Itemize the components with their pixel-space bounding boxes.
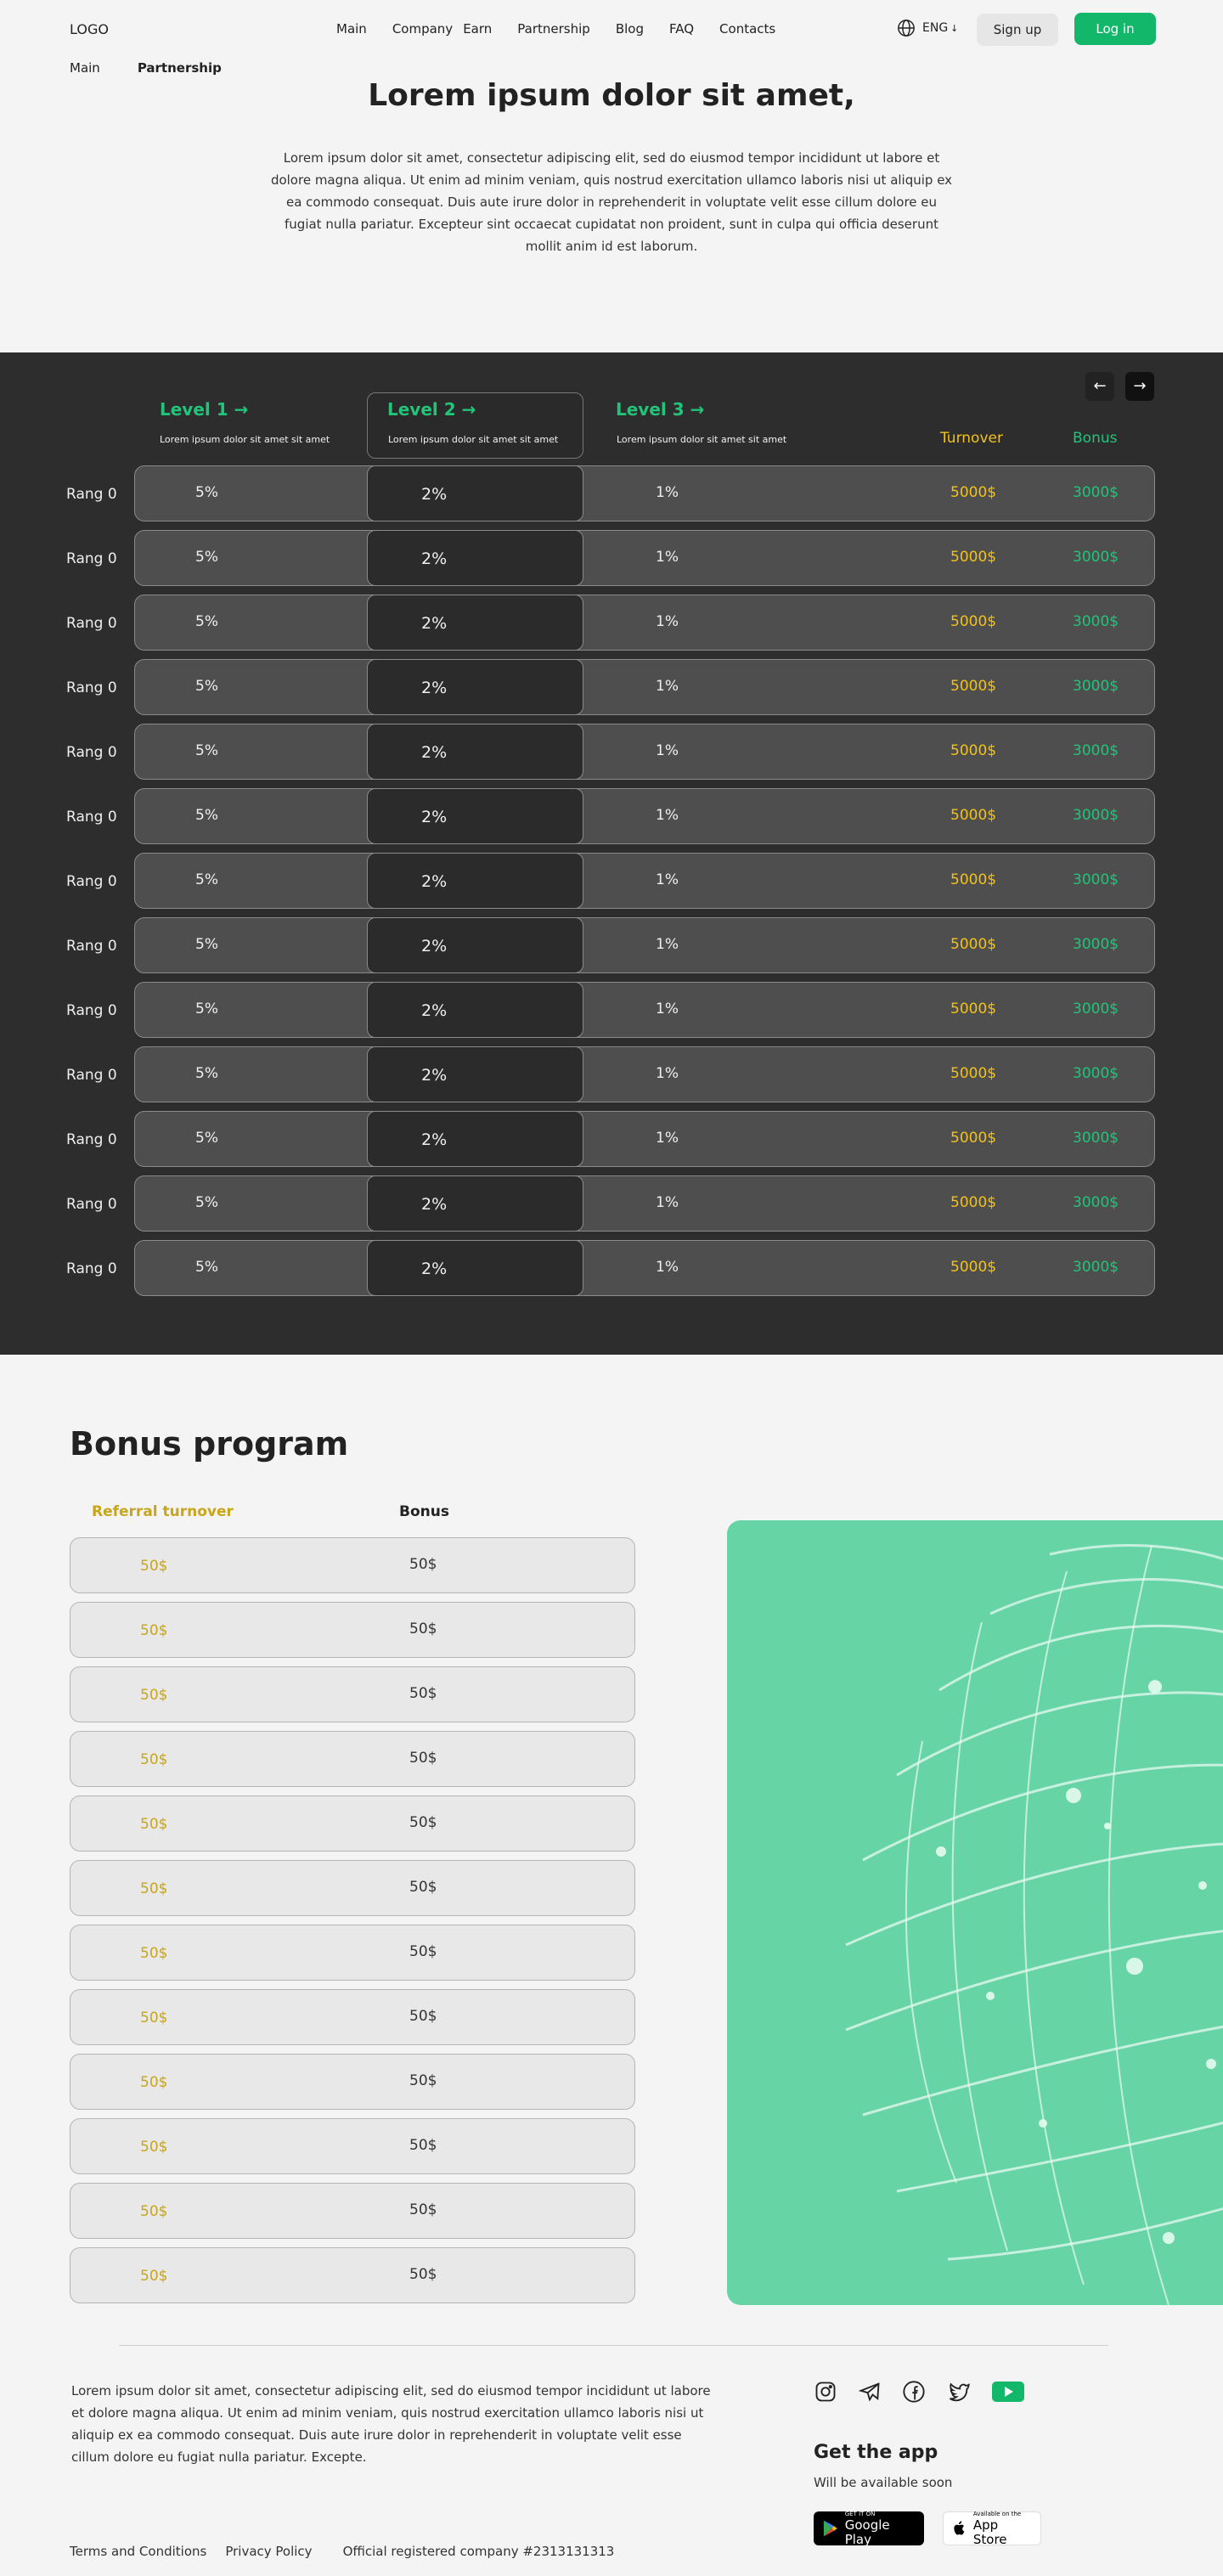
level1-value: 5% <box>195 1065 218 1082</box>
bonus-value: 3000$ <box>1073 1259 1119 1276</box>
table-row <box>134 1175 1155 1232</box>
hero-text: Lorem ipsum dolor sit amet, consectetur adipiscing elit, sed do eiusmod tempor incididunt ut labore et dolore magna aliqua. Ut enim ad minim veniam, quis nostrud exercitation ullamco laboris nisi ut aliquip ex ea commodo consequat. Duis aute irure dolor in reprehenderit in voluptate velit esse cillum dolore eu fugiat nulla pariatur. Excepteur sint occaecat cupidatat non proident, sunt in culpa qui officia deserunt mollit anim id est laborum. <box>270 150 953 254</box>
level1-value: 5% <box>195 936 218 953</box>
main-nav <box>336 21 801 37</box>
bonus-value: 3000$ <box>1073 1194 1119 1211</box>
rang-label: Rang 0 <box>66 873 117 890</box>
next-arrow-button[interactable]: → <box>1125 372 1154 401</box>
breadcrumb-main[interactable]: Main <box>70 60 100 76</box>
app-store-small: Available on the <box>972 2510 1022 2517</box>
twitter-icon[interactable] <box>946 2380 972 2404</box>
breadcrumb-current: Partnership <box>137 60 222 76</box>
bonus-program-value: 50$ <box>409 2201 437 2218</box>
nav-contacts[interactable]: Contacts <box>719 21 776 37</box>
level1-value: 5% <box>195 678 218 695</box>
level3-value: 1% <box>656 1001 679 1017</box>
level3-value: 1% <box>656 871 679 888</box>
login-button[interactable]: Log in <box>1074 13 1156 45</box>
referral-turnover-value: 50$ <box>140 1945 168 1962</box>
rang-label: Rang 0 <box>66 679 117 696</box>
level2-value: 2% <box>421 485 448 504</box>
bonus-value: 3000$ <box>1073 1001 1119 1017</box>
level2-value: 2% <box>421 1260 448 1278</box>
referral-turnover-value: 50$ <box>140 2010 168 2026</box>
registered-company: Official registered company #2313131313 <box>342 2544 615 2559</box>
footer-links <box>70 2544 633 2559</box>
prev-arrow-button[interactable]: ← <box>1085 372 1114 401</box>
turnover-value: 5000$ <box>950 807 997 824</box>
rang-label: Rang 0 <box>66 938 117 955</box>
globe-icon <box>897 19 916 37</box>
level3-value: 1% <box>656 1194 679 1211</box>
table-row <box>134 465 1155 521</box>
level1-value: 5% <box>195 1130 218 1147</box>
level2-value: 2% <box>421 872 448 891</box>
level2-value: 2% <box>421 614 448 633</box>
referral-turnover-value: 50$ <box>140 2074 168 2091</box>
table-row-level2-cell <box>367 530 583 586</box>
bonus-program-value: 50$ <box>409 1943 437 1960</box>
referral-turnover-value: 50$ <box>140 1687 168 1704</box>
nav-main[interactable]: Main <box>336 21 367 37</box>
table-row-level2-cell <box>367 982 583 1038</box>
level3-value: 1% <box>656 1259 679 1276</box>
rang-label: Rang 0 <box>66 1067 117 1084</box>
chevron-down-icon: ↓ <box>950 22 959 34</box>
bonus-value: 3000$ <box>1073 484 1119 501</box>
turnover-value: 5000$ <box>950 1130 997 1147</box>
turnover-value: 5000$ <box>950 484 997 501</box>
level2-value: 2% <box>421 550 448 568</box>
table-row <box>134 724 1155 780</box>
rang-label: Rang 0 <box>66 1260 117 1277</box>
social-links <box>814 2380 1045 2404</box>
referral-turnover-value: 50$ <box>140 1558 168 1575</box>
turnover-value: 5000$ <box>950 678 997 695</box>
table-row <box>134 595 1155 651</box>
bonus-value: 3000$ <box>1073 1065 1119 1082</box>
level1-value: 5% <box>195 1194 218 1211</box>
referral-turnover-value: 50$ <box>140 2203 168 2220</box>
rang-label: Rang 0 <box>66 615 117 632</box>
turnover-value: 5000$ <box>950 936 997 953</box>
table-row-level2-cell <box>367 465 583 521</box>
table-row <box>134 853 1155 909</box>
table-row-level2-cell <box>367 1175 583 1232</box>
instagram-icon[interactable] <box>814 2380 837 2404</box>
level3-value: 1% <box>656 484 679 501</box>
bonus-program-value: 50$ <box>409 1621 437 1637</box>
rang-label: Rang 0 <box>66 486 117 503</box>
bonus-value: 3000$ <box>1073 678 1119 695</box>
level-1-desc: Lorem ipsum dolor sit amet sit amet <box>160 434 330 445</box>
table-row <box>134 788 1155 844</box>
google-play-small: GET IT ON <box>844 2510 876 2517</box>
referral-turnover-value: 50$ <box>140 1751 168 1768</box>
table-row <box>134 917 1155 973</box>
turnover-value: 5000$ <box>950 742 997 759</box>
google-play-icon <box>822 2519 838 2538</box>
nav-faq[interactable]: FAQ <box>668 21 695 37</box>
get-app-title: Get the app <box>814 2442 938 2463</box>
table-row <box>134 1111 1155 1167</box>
privacy-link[interactable]: Privacy Policy <box>225 2544 313 2559</box>
bonus-value: 3000$ <box>1073 1130 1119 1147</box>
facebook-icon[interactable] <box>902 2380 926 2404</box>
app-store-big: App Store <box>972 2517 1007 2547</box>
level-2-desc: Lorem ipsum dolor sit amet sit amet <box>388 434 559 445</box>
level-1-tab[interactable]: Level 1 → <box>160 399 249 420</box>
level2-value: 2% <box>421 679 448 697</box>
level2-value: 2% <box>421 743 448 762</box>
language-selector[interactable] <box>897 19 958 37</box>
globe-illustration <box>727 1520 1223 2305</box>
app-store-button[interactable] <box>943 2511 1041 2545</box>
telegram-icon[interactable] <box>858 2380 882 2404</box>
language-label: ENG <box>922 21 949 35</box>
level2-value: 2% <box>421 808 448 826</box>
nav-blog[interactable]: Blog <box>615 21 644 37</box>
terms-link[interactable]: Terms and Conditions <box>70 2544 207 2559</box>
google-play-big: Google Play <box>844 2517 890 2547</box>
bonus-program-value: 50$ <box>409 1879 437 1896</box>
level-2-tab[interactable]: Level 2 → <box>387 399 476 420</box>
nav-company[interactable]: Company <box>392 21 454 37</box>
bonus-value: 3000$ <box>1073 742 1119 759</box>
table-row-level2-cell <box>367 659 583 715</box>
bonus-program-value: 50$ <box>409 2072 437 2089</box>
logo[interactable]: LOGO <box>70 21 109 37</box>
bonus-program-value: 50$ <box>409 1556 437 1573</box>
level3-value: 1% <box>656 1130 679 1147</box>
table-row <box>134 659 1155 715</box>
level3-value: 1% <box>656 807 679 824</box>
table-row <box>134 1046 1155 1102</box>
youtube-icon[interactable] <box>992 2380 1024 2404</box>
nav-earn[interactable]: Earn <box>463 21 493 37</box>
table-row-level2-cell <box>367 724 583 780</box>
bonus-program-value: 50$ <box>409 1685 437 1702</box>
referral-turnover-value: 50$ <box>140 1622 168 1639</box>
bonus-header: Bonus <box>1073 430 1118 447</box>
level1-value: 5% <box>195 1001 218 1017</box>
bonus-program-value: 50$ <box>409 2137 437 2154</box>
turnover-value: 5000$ <box>950 613 997 630</box>
globe-lines-graphic <box>727 1520 1223 2305</box>
referral-turnover-header: Referral turnover <box>92 1503 234 1520</box>
table-row-level2-cell <box>367 1240 583 1296</box>
rang-label: Rang 0 <box>66 1131 117 1148</box>
bonus-column-header: Bonus <box>399 1503 449 1520</box>
bonus-program-value: 50$ <box>409 2008 437 2025</box>
table-row-level2-cell <box>367 595 583 651</box>
referral-turnover-value: 50$ <box>140 2268 168 2285</box>
breadcrumb <box>70 60 259 76</box>
table-row-level2-cell <box>367 788 583 844</box>
level2-value: 2% <box>421 1066 448 1085</box>
bonus-value: 3000$ <box>1073 936 1119 953</box>
turnover-value: 5000$ <box>950 1194 997 1211</box>
bonus-value: 3000$ <box>1073 871 1119 888</box>
level3-value: 1% <box>656 678 679 695</box>
level-3-desc: Lorem ipsum dolor sit amet sit amet <box>617 434 787 445</box>
bonus-program-value: 50$ <box>409 1750 437 1767</box>
nav-partnership[interactable]: Partnership <box>517 21 590 37</box>
bonus-value: 3000$ <box>1073 549 1119 566</box>
table-row-level2-cell <box>367 917 583 973</box>
level1-value: 5% <box>195 1259 218 1276</box>
level1-value: 5% <box>195 742 218 759</box>
level3-value: 1% <box>656 613 679 630</box>
level2-value: 2% <box>421 1130 448 1149</box>
table-row-level2-cell <box>367 1046 583 1102</box>
rang-label: Rang 0 <box>66 1196 117 1213</box>
level3-value: 1% <box>656 936 679 953</box>
table-row <box>134 530 1155 586</box>
page-title: Lorem ipsum dolor sit amet, <box>368 78 855 113</box>
bonus-value: 3000$ <box>1073 807 1119 824</box>
turnover-value: 5000$ <box>950 1259 997 1276</box>
rang-label: Rang 0 <box>66 550 117 567</box>
turnover-header: Turnover <box>940 430 1003 447</box>
level1-value: 5% <box>195 613 218 630</box>
level2-value: 2% <box>421 937 448 955</box>
level-3-tab[interactable]: Level 3 → <box>616 399 705 420</box>
level3-value: 1% <box>656 549 679 566</box>
table-row <box>134 1240 1155 1296</box>
table-row-level2-cell <box>367 1111 583 1167</box>
referral-turnover-value: 50$ <box>140 1816 168 1833</box>
level2-value: 2% <box>421 1195 448 1214</box>
level3-value: 1% <box>656 1065 679 1082</box>
level3-value: 1% <box>656 742 679 759</box>
level1-value: 5% <box>195 484 218 501</box>
bonus-program-title: Bonus program <box>70 1425 349 1463</box>
turnover-value: 5000$ <box>950 1001 997 1017</box>
bonus-value: 3000$ <box>1073 613 1119 630</box>
rang-label: Rang 0 <box>66 744 117 761</box>
signup-button[interactable]: Sign up <box>977 14 1058 46</box>
get-app-subtitle: Will be available soon <box>814 2475 953 2490</box>
referral-turnover-value: 50$ <box>140 1880 168 1897</box>
header <box>0 0 1223 59</box>
footer-text: Lorem ipsum dolor sit amet, consectetur adipiscing elit, sed do eiusmod tempor incididunt ut labore et dolore magna aliqua. Ut enim ad minim veniam, quis nostrud exercitation ullamco laboris nisi ut aliquip ex ea commodo consequat. Duis aute irure dolor in reprehenderit in voluptate velit esse cillum dolore eu fugiat nulla pariatur. Excepte. <box>71 2383 711 2465</box>
level1-value: 5% <box>195 807 218 824</box>
turnover-value: 5000$ <box>950 549 997 566</box>
turnover-value: 5000$ <box>950 1065 997 1082</box>
referral-turnover-value: 50$ <box>140 2139 168 2156</box>
level1-value: 5% <box>195 871 218 888</box>
table-row-level2-cell <box>367 853 583 909</box>
turnover-value: 5000$ <box>950 871 997 888</box>
bonus-program-value: 50$ <box>409 2266 437 2283</box>
bonus-program-value: 50$ <box>409 1814 437 1831</box>
footer-divider <box>119 2345 1108 2346</box>
level1-value: 5% <box>195 549 218 566</box>
rang-label: Rang 0 <box>66 1002 117 1019</box>
apple-icon <box>952 2519 967 2538</box>
google-play-button[interactable] <box>814 2511 924 2545</box>
level2-value: 2% <box>421 1001 448 1020</box>
table-row <box>134 982 1155 1038</box>
rang-label: Rang 0 <box>66 809 117 826</box>
